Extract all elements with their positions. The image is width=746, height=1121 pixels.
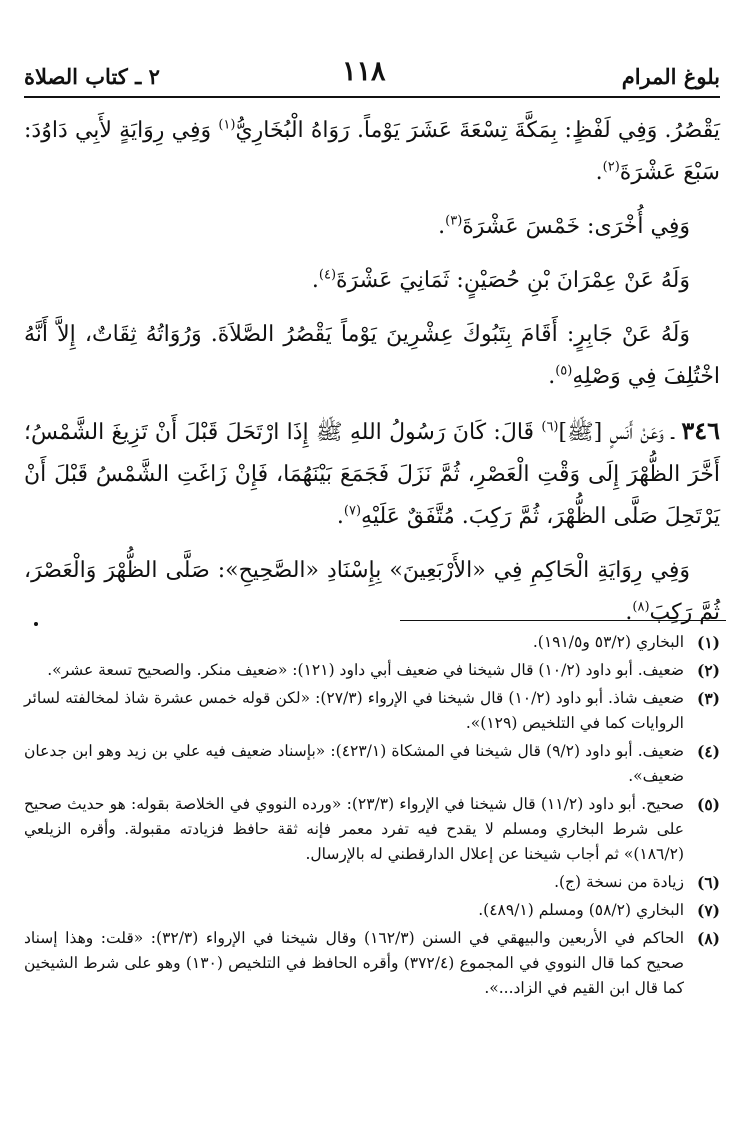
footnote-item: (٨) الحاكم في الأربعين والبيهقي في السنن (١٦٢/٣) وقال شيخنا في الإرواء (٣٢/٣): «قلت: وهذا إسناد صحيح كما قال النووي في المجموع (٣٧٢/٤) وأقره الحافظ في التلخيص (١٣٠) وهو على شرط الشيخين كما قال ابن القيم في الزاد...».: [24, 929, 720, 997]
hadith-number: ٣٤٦: [681, 416, 720, 445]
page-number: ١١٨: [342, 56, 386, 87]
footnote-item: (٥) صحيح. أبو داود (١١/٢) قال شيخنا في الإرواء (٢٣/٣): «ورده النووي في الخلاصة بقوله: هو حديث صحيح على شرط البخاري ومسلم لا يقدح فيه تفرد معمر فإنه ثقة حافظ فزيادته مقبولة. وأقره الزيلعي (١٨٦/٢)» ثم أجاب شيخنا عن إعلال الدارقطني له بالإرسال.: [24, 795, 720, 863]
footnote-item: (٦) زيادة من نسخة (ج).: [554, 873, 720, 892]
footnote-ref-3: (٣): [445, 213, 463, 229]
footnote-item: (١) البخاري (٥٣/٢ و١٩١/٥).: [532, 633, 720, 652]
footnotes: [24, 630, 720, 1004]
footnote-ref-6: (٦): [541, 419, 559, 435]
honorific-symbol: ﷺ: [567, 420, 594, 445]
paragraph-2: وَفِي أُخْرَى: خَمْسَ عَشْرَةَ$^{(٣)}$.: [438, 213, 690, 239]
footnote-ref-1: (١): [218, 117, 236, 133]
paragraph-4: وَلَهُ عَنْ جَابِرٍ: أَقَامَ بِتَبُوكَ عِشْرِينَ يَوْماً يَقْصُرُ الصَّلاَةَ. وَرُوَاتُهُ ثِقَاتٌ، إِلاَّ أَنَّهُ اخْتُلِفَ فِي وَصْلِهِ$^{(٥)}$.: [24, 322, 720, 389]
footnote-item: (٤) ضعيف. أبو داود (٩/٢) قال شيخنا في المشكاة (٤٢٣/١): «بإسناد ضعيف فيه علي بن زيد وهو ابن جدعان ضعيف».: [24, 742, 720, 785]
paragraph-5: وَفِي رِوَايَةِ الْحَاكِمِ فِي «الأَرْبَعِينَ» بِإِسْنَادِ «الصَّحِيحِ»: صَلَّى الظُّهْرَ وَالْعَصْرَ، ثُمَّ رَكِبَ$^{(٨)}$.: [24, 558, 720, 625]
paragraph-1: يَقْصُرُ. وَفِي لَفْظٍ: بِمَكَّةَ تِسْعَةَ عَشَرَ يَوْماً. رَوَاهُ الْبُخَارِيُّ$^{(١)}$ وَفِي رِوَايَةٍ لأَبِي دَاوُدَ: سَبْعَ عَشْرَةَ$^{(٢)}$.: [24, 117, 721, 185]
print-speck: [34, 622, 38, 626]
footnote-ref-4: (٤): [318, 267, 337, 283]
footnote-item: (٢) ضعيف. أبو داود (١٠/٢) قال شيخنا في ضعيف أبي داود (١٢١): «ضعيف منكر. والصحيح تسعة عشر».: [47, 661, 720, 680]
page-header: [24, 54, 720, 94]
footnote-item: (٧) البخاري (٥٨/٢) ومسلم (٤٨٩/١).: [478, 901, 720, 920]
footnote-ref-7: (٧): [343, 503, 362, 519]
footnote-divider: [400, 620, 726, 621]
header-divider: [24, 96, 720, 98]
footnote-ref-2: (٢): [602, 159, 620, 175]
footnote-ref-8: (٨): [632, 599, 650, 615]
hadith-346: ٣٤٦ ـ وَعَنْ أَنَسٍ [ﷺ]$^{(٦)}$ قَالَ: كَانَ رَسُولُ اللهِ ﷺ إِذَا ارْتَحَلَ قَبْلَ أَنْ تَزِيغَ الشَّمْسُ؛ أَخَّرَ الظُّهْرَ إِلَى وَقْتِ الْعَصْرِ، ثُمَّ نَزَلَ فَجَمَعَ بَيْنَهُمَا، فَإِنْ زَاغَتِ الشَّمْسُ قَبْلَ أَنْ يَرْتَحِلَ صَلَّى الظُّهْرَ، ثُمَّ رَكِبَ. مُتَّفَقٌ عَلَيْهِ$^{(٧)}$.: [24, 416, 720, 529]
main-text: [24, 110, 720, 646]
paragraph-3: وَلَهُ عَنْ عِمْرَانَ بْنِ حُصَيْنٍ: ثَمَانِيَ عَشْرَةَ$^{(٤)}$.: [311, 267, 690, 293]
footnote-item: (٣) ضعيف شاذ. أبو داود (١٠/٢) قال شيخنا في الإرواء (٢٧/٣): «لكن قوله خمس عشرة شاذ لمخالفته لسائر الروايات كما في التلخيص (١٢٩)».: [24, 689, 720, 732]
footnote-ref-5: (٥): [555, 363, 573, 379]
chapter-title: ٢ ـ كتاب الصلاة: [24, 64, 160, 89]
book-title: بلوغ المرام: [621, 64, 720, 89]
